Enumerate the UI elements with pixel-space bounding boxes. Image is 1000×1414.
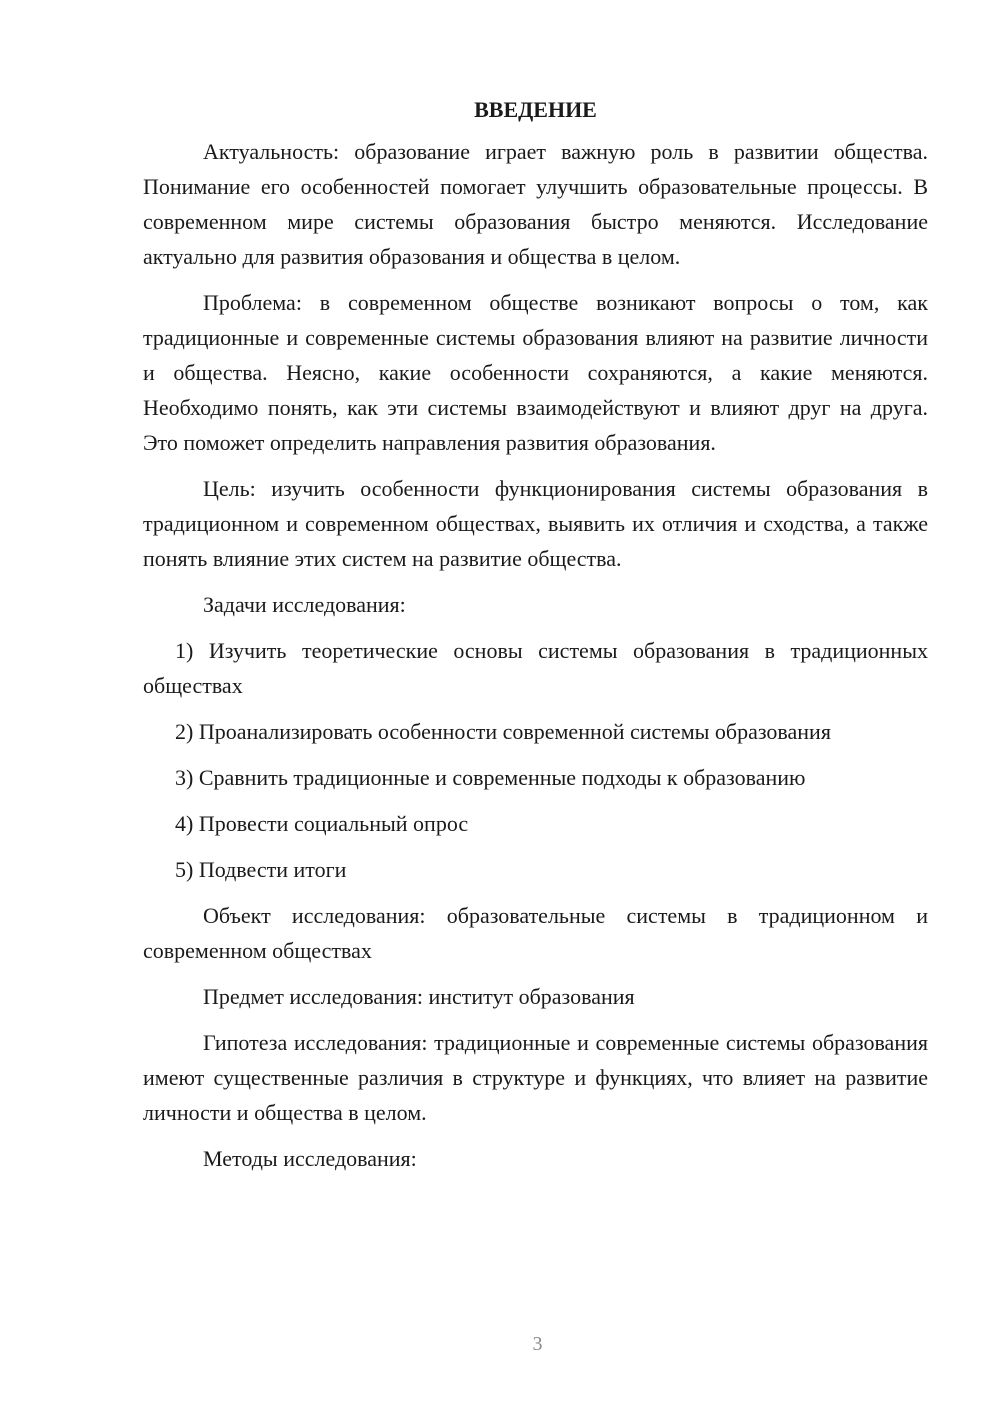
relevance-paragraph: Актуальность: образование играет важную роль в развитии общества. Понимание его особенностей помогает улучшить образовательные процессы. В современном мире системы образования быстро меняются. Исследование актуально для развития образования и общества в целом. bbox=[143, 139, 928, 269]
page-content bbox=[143, 95, 928, 1187]
task-item-2: 2) Проанализировать особенности современной системы образования bbox=[175, 719, 831, 744]
section-title: ВВЕДЕНИЕ bbox=[474, 97, 597, 122]
tasks-heading: Задачи исследования: bbox=[203, 592, 406, 617]
methods-heading: Методы исследования: bbox=[203, 1146, 417, 1171]
goal-paragraph: Цель: изучить особенности функционирования системы образования в традиционном и современном обществах, выявить их отличия и сходства, а также понять влияние этих систем на развитие общества. bbox=[143, 476, 928, 571]
object-paragraph: Объект исследования: образовательные системы в традиционном и современном обществах bbox=[143, 903, 928, 963]
task-item-4: 4) Провести социальный опрос bbox=[175, 811, 469, 836]
page-number: 3 bbox=[532, 1333, 543, 1355]
task-item-5: 5) Подвести итоги bbox=[175, 857, 347, 882]
subject-paragraph: Предмет исследования: институт образования bbox=[203, 984, 635, 1009]
task-item-3: 3) Сравнить традиционные и современные подходы к образованию bbox=[175, 765, 806, 790]
task-item-1: 1) Изучить теоретические основы системы образования в традиционных обществах bbox=[143, 638, 928, 698]
hypothesis-paragraph: Гипотеза исследования: традиционные и современные системы образования имеют существенные различия в структуре и функциях, что влияет на развитие личности и общества в целом. bbox=[143, 1030, 928, 1125]
problem-paragraph: Проблема: в современном обществе возникают вопросы о том, как традиционные и современные системы образования влияют на развитие личности и общества. Неясно, какие особенности сохраняются, а какие меняются. Необходимо понять, как эти системы взаимодействуют и влияют друг на друга. Это поможет определить направления развития образования. bbox=[143, 290, 928, 455]
